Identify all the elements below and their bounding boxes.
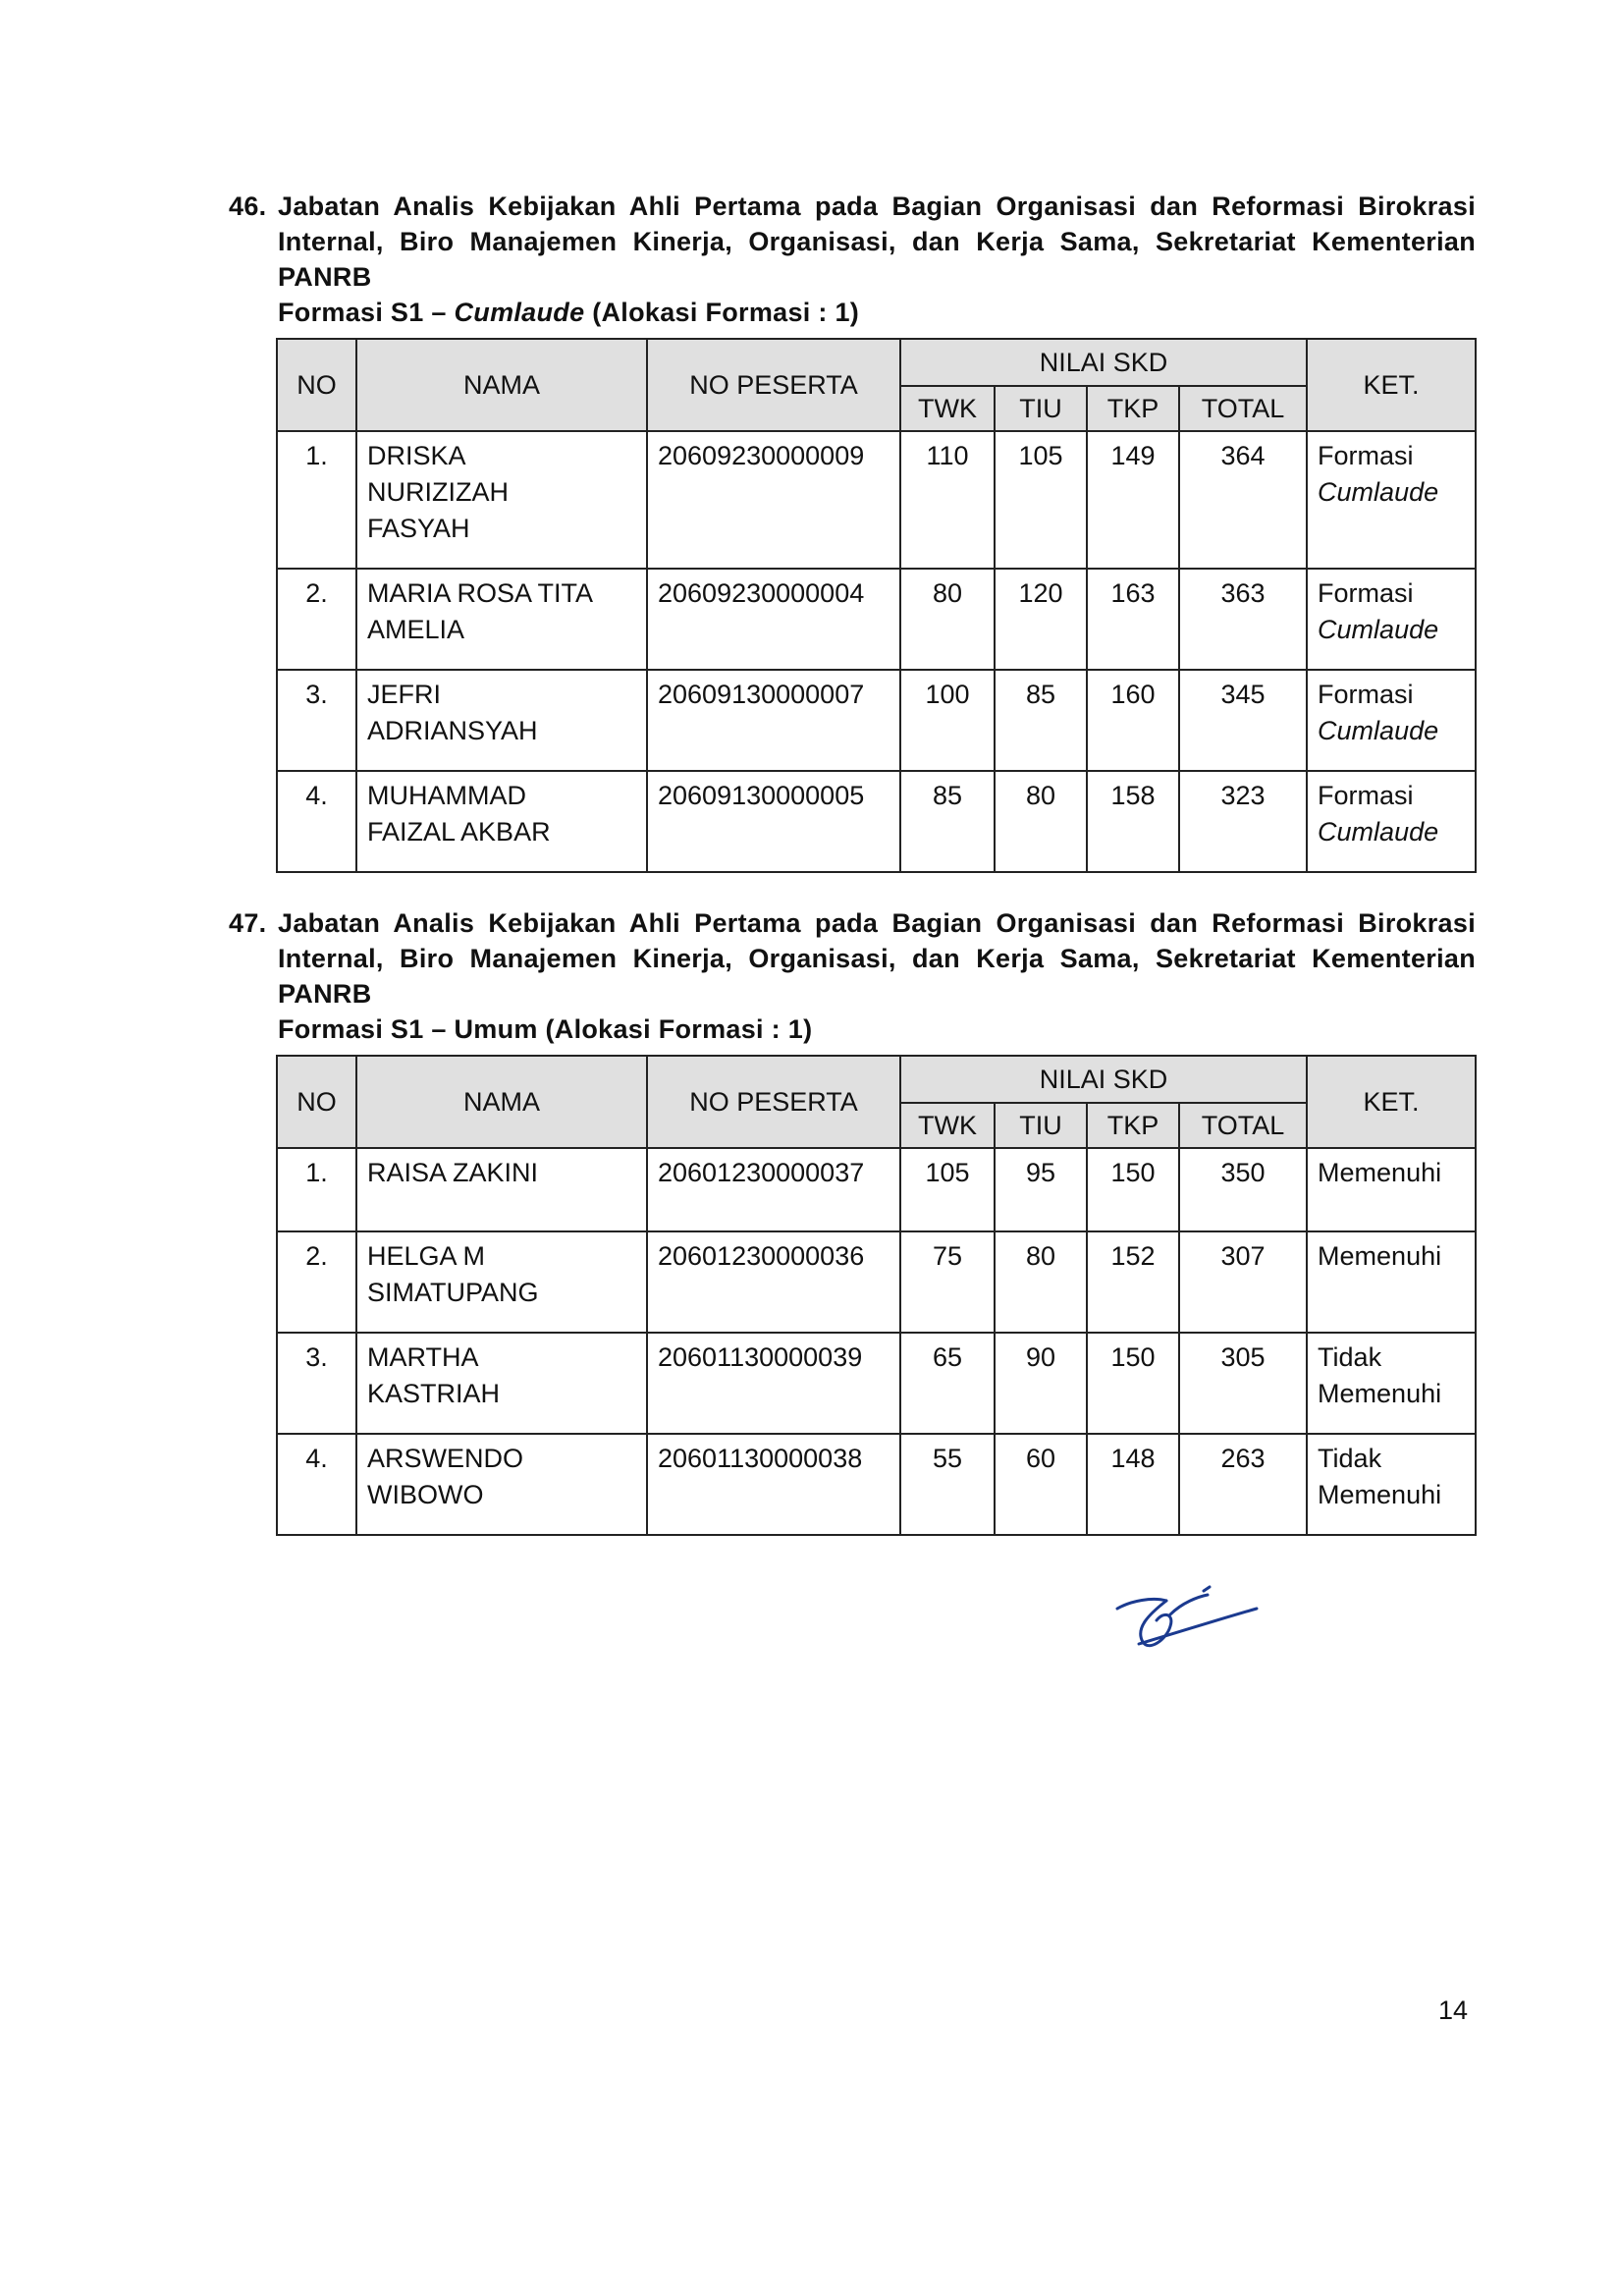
signature-icon bbox=[1109, 1581, 1267, 1665]
formasi-line: Formasi S1 – Cumlaude (Alokasi Formasi : 1) bbox=[278, 298, 860, 327]
table-row bbox=[277, 569, 1476, 670]
row-ket: Formasi Cumlaude bbox=[1307, 771, 1476, 872]
row-nama: DRISKA NURIZIZAH FASYAH bbox=[356, 431, 647, 569]
row-tkp: 160 bbox=[1087, 670, 1179, 771]
row-ket: Formasi Cumlaude bbox=[1307, 569, 1476, 670]
row-total: 350 bbox=[1179, 1148, 1307, 1231]
row-no: 1. bbox=[277, 1148, 356, 1231]
row-nama: HELGA M SIMATUPANG bbox=[356, 1231, 647, 1333]
header-total: TOTAL bbox=[1179, 386, 1307, 431]
row-twk: 80 bbox=[900, 569, 995, 670]
table-row bbox=[277, 1434, 1476, 1535]
row-no-peserta: 20601230000037 bbox=[647, 1148, 900, 1231]
section-title: Jabatan Analis Kebijakan Ahli Pertama pada Bagian Organisasi dan Reformasi Birokrasi Internal, Biro Manajemen Kinerja, Organisasi, dan Kerja Sama, Sekretariat Kementerian PANRB bbox=[278, 191, 1476, 292]
formasi-line: Formasi S1 – Umum (Alokasi Formasi : 1) bbox=[278, 1014, 813, 1044]
header-nilai-skd: NILAI SKD bbox=[900, 1056, 1307, 1103]
row-no-peserta: 20601130000039 bbox=[647, 1333, 900, 1434]
row-tiu: 90 bbox=[995, 1333, 1087, 1434]
header-no-peserta: NO PESERTA bbox=[647, 339, 900, 431]
row-nama: RAISA ZAKINI bbox=[356, 1148, 647, 1231]
header-ket: KET. bbox=[1307, 1056, 1476, 1148]
row-total: 363 bbox=[1179, 569, 1307, 670]
row-no-peserta: 20601130000038 bbox=[647, 1434, 900, 1535]
header-no: NO bbox=[277, 1056, 356, 1148]
header-tkp: TKP bbox=[1087, 386, 1179, 431]
header-twk: TWK bbox=[900, 1103, 995, 1148]
row-twk: 85 bbox=[900, 771, 995, 872]
section-47-heading bbox=[229, 905, 1476, 1047]
row-no: 1. bbox=[277, 431, 356, 569]
row-total: 345 bbox=[1179, 670, 1307, 771]
header-tiu: TIU bbox=[995, 386, 1087, 431]
row-nama: JEFRI ADRIANSYAH bbox=[356, 670, 647, 771]
header-nilai-skd: NILAI SKD bbox=[900, 339, 1307, 386]
row-tkp: 150 bbox=[1087, 1148, 1179, 1231]
row-no: 2. bbox=[277, 1231, 356, 1333]
row-total: 263 bbox=[1179, 1434, 1307, 1535]
table-row bbox=[277, 1333, 1476, 1434]
header-total: TOTAL bbox=[1179, 1103, 1307, 1148]
row-nama: ARSWENDO WIBOWO bbox=[356, 1434, 647, 1535]
table-row bbox=[277, 1231, 1476, 1333]
section-46-heading bbox=[229, 189, 1476, 330]
row-tiu: 95 bbox=[995, 1148, 1087, 1231]
header-ket: KET. bbox=[1307, 339, 1476, 431]
row-no: 3. bbox=[277, 670, 356, 771]
table-row bbox=[277, 1148, 1476, 1231]
row-tiu: 60 bbox=[995, 1434, 1087, 1535]
row-tiu: 80 bbox=[995, 771, 1087, 872]
row-tiu: 85 bbox=[995, 670, 1087, 771]
row-tkp: 163 bbox=[1087, 569, 1179, 670]
row-tkp: 148 bbox=[1087, 1434, 1179, 1535]
table-row bbox=[277, 771, 1476, 872]
row-no: 4. bbox=[277, 771, 356, 872]
row-tkp: 152 bbox=[1087, 1231, 1179, 1333]
section-number: 46. bbox=[229, 191, 267, 221]
section-number: 47. bbox=[229, 908, 267, 938]
row-total: 364 bbox=[1179, 431, 1307, 569]
row-tkp: 149 bbox=[1087, 431, 1179, 569]
row-nama: MARIA ROSA TITA AMELIA bbox=[356, 569, 647, 670]
row-twk: 105 bbox=[900, 1148, 995, 1231]
row-total: 307 bbox=[1179, 1231, 1307, 1333]
results-table-46 bbox=[276, 338, 1477, 873]
row-twk: 75 bbox=[900, 1231, 995, 1333]
row-tkp: 150 bbox=[1087, 1333, 1179, 1434]
row-tiu: 120 bbox=[995, 569, 1087, 670]
row-tiu: 105 bbox=[995, 431, 1087, 569]
header-nama: NAMA bbox=[356, 1056, 647, 1148]
row-no: 2. bbox=[277, 569, 356, 670]
row-ket: Formasi Cumlaude bbox=[1307, 431, 1476, 569]
row-no-peserta: 20609230000004 bbox=[647, 569, 900, 670]
header-tiu: TIU bbox=[995, 1103, 1087, 1148]
row-ket: Tidak Memenuhi bbox=[1307, 1333, 1476, 1434]
header-nama: NAMA bbox=[356, 339, 647, 431]
row-total: 305 bbox=[1179, 1333, 1307, 1434]
row-no-peserta: 20601230000036 bbox=[647, 1231, 900, 1333]
row-twk: 55 bbox=[900, 1434, 995, 1535]
table-row bbox=[277, 670, 1476, 771]
row-twk: 110 bbox=[900, 431, 995, 569]
row-twk: 65 bbox=[900, 1333, 995, 1434]
row-no-peserta: 20609130000005 bbox=[647, 771, 900, 872]
row-tiu: 80 bbox=[995, 1231, 1087, 1333]
row-ket: Memenuhi bbox=[1307, 1148, 1476, 1231]
row-ket: Memenuhi bbox=[1307, 1231, 1476, 1333]
row-total: 323 bbox=[1179, 771, 1307, 872]
header-no: NO bbox=[277, 339, 356, 431]
section-title: Jabatan Analis Kebijakan Ahli Pertama pada Bagian Organisasi dan Reformasi Birokrasi Internal, Biro Manajemen Kinerja, Organisasi, dan Kerja Sama, Sekretariat Kementerian PANRB bbox=[278, 908, 1476, 1009]
row-nama: MUHAMMAD FAIZAL AKBAR bbox=[356, 771, 647, 872]
row-no-peserta: 20609130000007 bbox=[647, 670, 900, 771]
page-number: 14 bbox=[1438, 1995, 1469, 2025]
row-no: 4. bbox=[277, 1434, 356, 1535]
table-row bbox=[277, 431, 1476, 569]
row-twk: 100 bbox=[900, 670, 995, 771]
row-tkp: 158 bbox=[1087, 771, 1179, 872]
row-ket: Tidak Memenuhi bbox=[1307, 1434, 1476, 1535]
row-nama: MARTHA KASTRIAH bbox=[356, 1333, 647, 1434]
row-no: 3. bbox=[277, 1333, 356, 1434]
row-no-peserta: 20609230000009 bbox=[647, 431, 900, 569]
results-table-47 bbox=[276, 1055, 1477, 1536]
header-no-peserta: NO PESERTA bbox=[647, 1056, 900, 1148]
header-twk: TWK bbox=[900, 386, 995, 431]
row-ket: Formasi Cumlaude bbox=[1307, 670, 1476, 771]
header-tkp: TKP bbox=[1087, 1103, 1179, 1148]
